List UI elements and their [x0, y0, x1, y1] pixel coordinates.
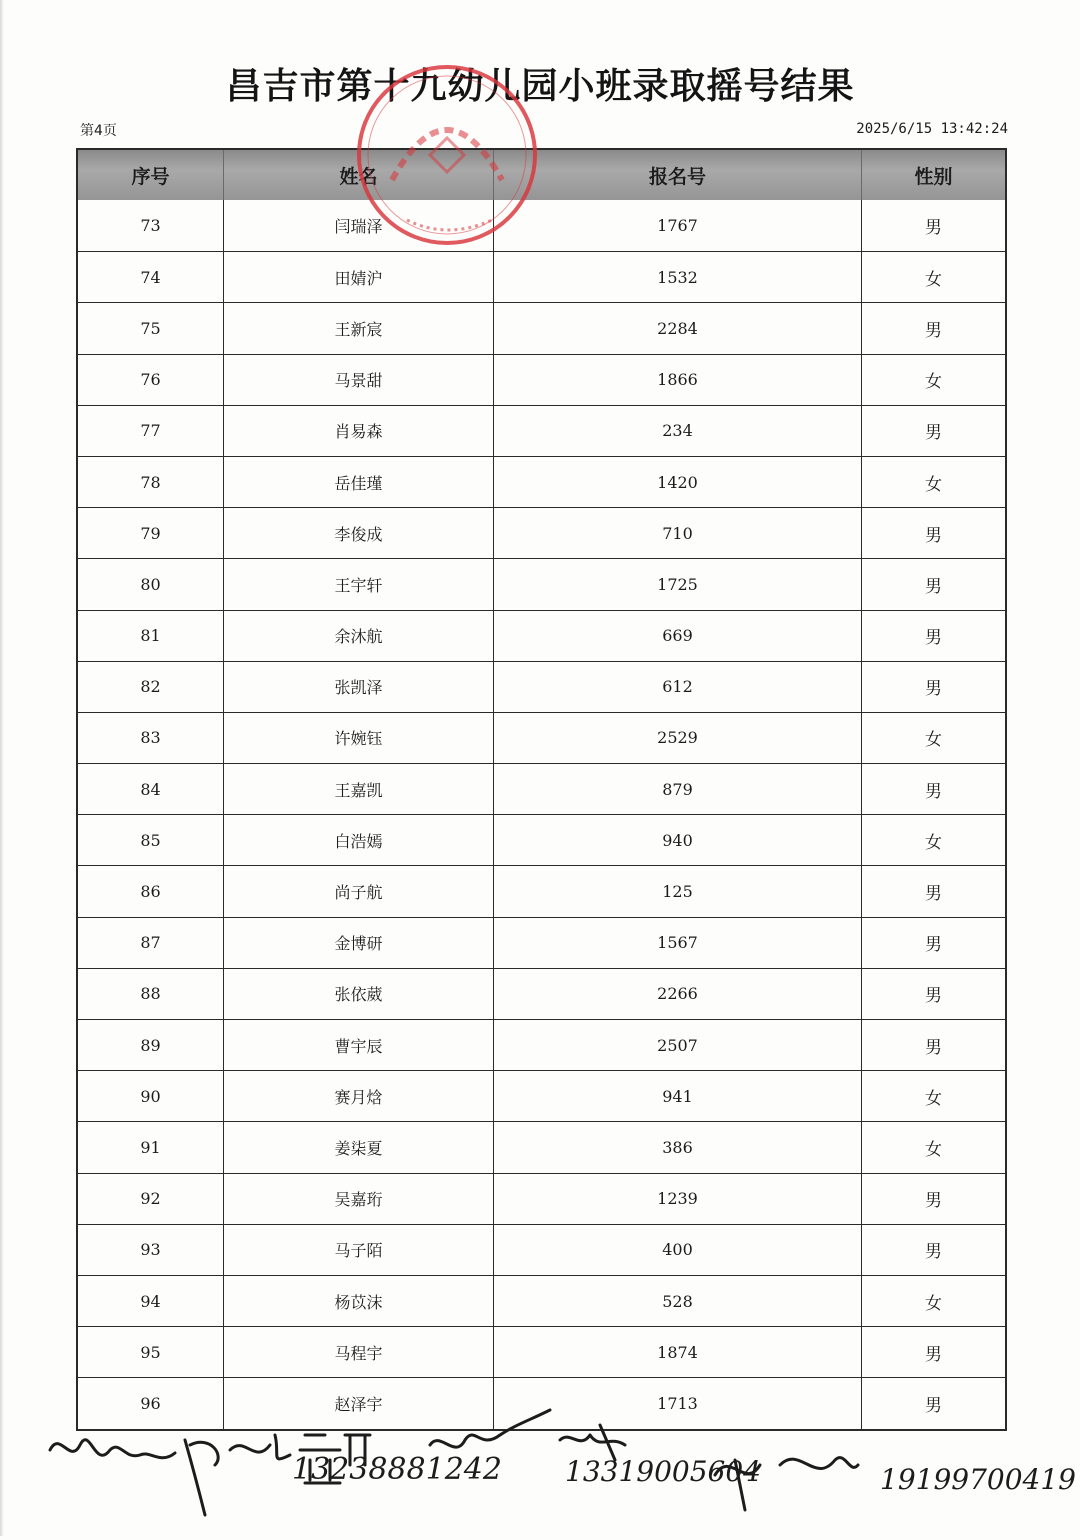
cell-serial: 83: [140, 728, 161, 748]
page-title: 昌吉市第十九幼儿园小班录取摇号结果: [225, 66, 855, 107]
cell-registration: 879: [493, 764, 861, 814]
cell-serial: 88: [140, 984, 161, 1004]
cell-gender: 男: [861, 969, 1005, 1019]
cell-registration: 386: [493, 1122, 861, 1172]
table-row: [78, 1275, 1005, 1326]
cell-gender: 男: [861, 764, 1005, 814]
cell-name: 尚子航: [223, 866, 493, 916]
cell-registration: 940: [493, 815, 861, 865]
cell-name: 王嘉凯: [223, 764, 493, 814]
cell-serial: 77: [140, 421, 161, 441]
cell-gender: 男: [861, 866, 1005, 916]
cell-name: 李俊成: [223, 508, 493, 558]
cell-registration: 1239: [493, 1174, 861, 1224]
results-table: [76, 148, 1007, 1431]
cell-registration: 1420: [493, 457, 861, 507]
cell-registration: 1767: [493, 200, 861, 251]
cell-registration: 669: [493, 611, 861, 661]
cell-registration: 1713: [493, 1378, 861, 1428]
table-row: [78, 865, 1005, 916]
table-body: [78, 200, 1005, 1429]
cell-serial: 87: [140, 933, 161, 953]
cell-serial: 80: [140, 574, 161, 594]
cell-gender: 男: [861, 303, 1005, 353]
cell-gender: 女: [861, 355, 1005, 405]
cell-registration: 528: [493, 1276, 861, 1326]
cell-gender: 男: [861, 559, 1005, 609]
table-row: [78, 405, 1005, 456]
cell-name: 岳佳瑾: [223, 457, 493, 507]
cell-gender: 女: [861, 1071, 1005, 1121]
cell-serial: 89: [140, 1035, 161, 1055]
table-row: [78, 1070, 1005, 1121]
cell-serial: 75: [140, 318, 161, 338]
cell-serial: 74: [140, 267, 161, 287]
cell-gender: 女: [861, 1276, 1005, 1326]
cell-name: 闫瑞泽: [223, 200, 493, 251]
cell-registration: 1725: [493, 559, 861, 609]
cell-gender: 女: [861, 457, 1005, 507]
signature-phone-2: 13319005604: [565, 1455, 761, 1488]
cell-name: 曹宇辰: [223, 1020, 493, 1070]
cell-name: 马景甜: [223, 355, 493, 405]
page-number: 第4页: [80, 123, 117, 139]
table-row: [78, 1121, 1005, 1172]
cell-serial: 94: [140, 1291, 161, 1311]
cell-name: 田婧沪: [223, 252, 493, 302]
cell-serial: 78: [140, 472, 161, 492]
cell-registration: 1874: [493, 1327, 861, 1377]
cell-registration: 2266: [493, 969, 861, 1019]
table-row: [78, 558, 1005, 609]
header-gender: 性别: [861, 150, 1005, 200]
cell-name: 白浩嫣: [223, 815, 493, 865]
cell-gender: 男: [861, 1174, 1005, 1224]
cell-name: 王新宸: [223, 303, 493, 353]
signature-phone-3: 19199700419: [880, 1463, 1076, 1496]
cell-serial: 82: [140, 677, 161, 697]
cell-gender: 男: [861, 662, 1005, 712]
cell-serial: 91: [140, 1137, 161, 1157]
cell-name: 赛月焓: [223, 1071, 493, 1121]
cell-serial: 86: [140, 882, 161, 902]
cell-serial: 90: [140, 1086, 161, 1106]
timestamp: 2025/6/15 13:42:24: [856, 121, 1008, 137]
cell-name: 姜柒夏: [223, 1122, 493, 1172]
cell-gender: 男: [861, 611, 1005, 661]
cell-name: 金博研: [223, 918, 493, 968]
cell-registration: 2529: [493, 713, 861, 763]
cell-gender: 男: [861, 1020, 1005, 1070]
table-row: [78, 1173, 1005, 1224]
table-row: [78, 712, 1005, 763]
table-row: [78, 456, 1005, 507]
cell-gender: 男: [861, 1378, 1005, 1428]
cell-name: 王宇轩: [223, 559, 493, 609]
table-row: [78, 1224, 1005, 1275]
cell-registration: 612: [493, 662, 861, 712]
cell-name: 杨苡沫: [223, 1276, 493, 1326]
header-name: 姓名: [223, 150, 493, 200]
table-row: [78, 354, 1005, 405]
cell-name: 肖易森: [223, 406, 493, 456]
cell-registration: 1866: [493, 355, 861, 405]
cell-serial: 96: [140, 1393, 161, 1413]
cell-registration: 125: [493, 866, 861, 916]
cell-serial: 92: [140, 1189, 161, 1209]
cell-serial: 79: [140, 523, 161, 543]
cell-gender: 女: [861, 1122, 1005, 1172]
cell-gender: 女: [861, 713, 1005, 763]
cell-name: 余沐航: [223, 611, 493, 661]
table-row: [78, 1377, 1005, 1428]
cell-gender: 男: [861, 1327, 1005, 1377]
table-row: [78, 968, 1005, 1019]
cell-gender: 男: [861, 508, 1005, 558]
cell-registration: 2284: [493, 303, 861, 353]
cell-registration: 2507: [493, 1020, 861, 1070]
table-row: [78, 610, 1005, 661]
table-row: [78, 763, 1005, 814]
cell-name: 吴嘉珩: [223, 1174, 493, 1224]
cell-name: 许婉钰: [223, 713, 493, 763]
cell-registration: 234: [493, 406, 861, 456]
cell-gender: 女: [861, 252, 1005, 302]
cell-serial: 85: [140, 830, 161, 850]
table-row: [78, 1019, 1005, 1070]
cell-gender: 男: [861, 918, 1005, 968]
table-row: [78, 1326, 1005, 1377]
cell-gender: 男: [861, 200, 1005, 251]
cell-gender: 女: [861, 815, 1005, 865]
table-row: [78, 814, 1005, 865]
table-row: [78, 507, 1005, 558]
cell-serial: 95: [140, 1342, 161, 1362]
cell-name: 赵泽宇: [223, 1378, 493, 1428]
cell-registration: 1567: [493, 918, 861, 968]
table-row: [78, 917, 1005, 968]
table-row: [78, 251, 1005, 302]
table-row: [78, 661, 1005, 712]
cell-name: 马子陌: [223, 1225, 493, 1275]
cell-registration: 400: [493, 1225, 861, 1275]
cell-registration: 941: [493, 1071, 861, 1121]
cell-name: 张凯泽: [223, 662, 493, 712]
table-row: [78, 200, 1005, 251]
cell-registration: 1532: [493, 252, 861, 302]
cell-gender: 男: [861, 1225, 1005, 1275]
cell-name: 张依葳: [223, 969, 493, 1019]
scan-page-edge: [0, 0, 4, 1536]
header-registration: 报名号: [493, 150, 861, 200]
cell-name: 马程宇: [223, 1327, 493, 1377]
cell-serial: 84: [140, 779, 161, 799]
cell-serial: 76: [140, 370, 161, 390]
table-header-row: [78, 150, 1005, 200]
cell-gender: 男: [861, 406, 1005, 456]
cell-serial: 93: [140, 1240, 161, 1260]
table-row: [78, 302, 1005, 353]
header-serial: 序号: [131, 165, 170, 188]
cell-serial: 73: [140, 216, 161, 236]
signature-phone-1: 13238881242: [292, 1452, 502, 1487]
cell-registration: 710: [493, 508, 861, 558]
cell-serial: 81: [140, 626, 161, 646]
